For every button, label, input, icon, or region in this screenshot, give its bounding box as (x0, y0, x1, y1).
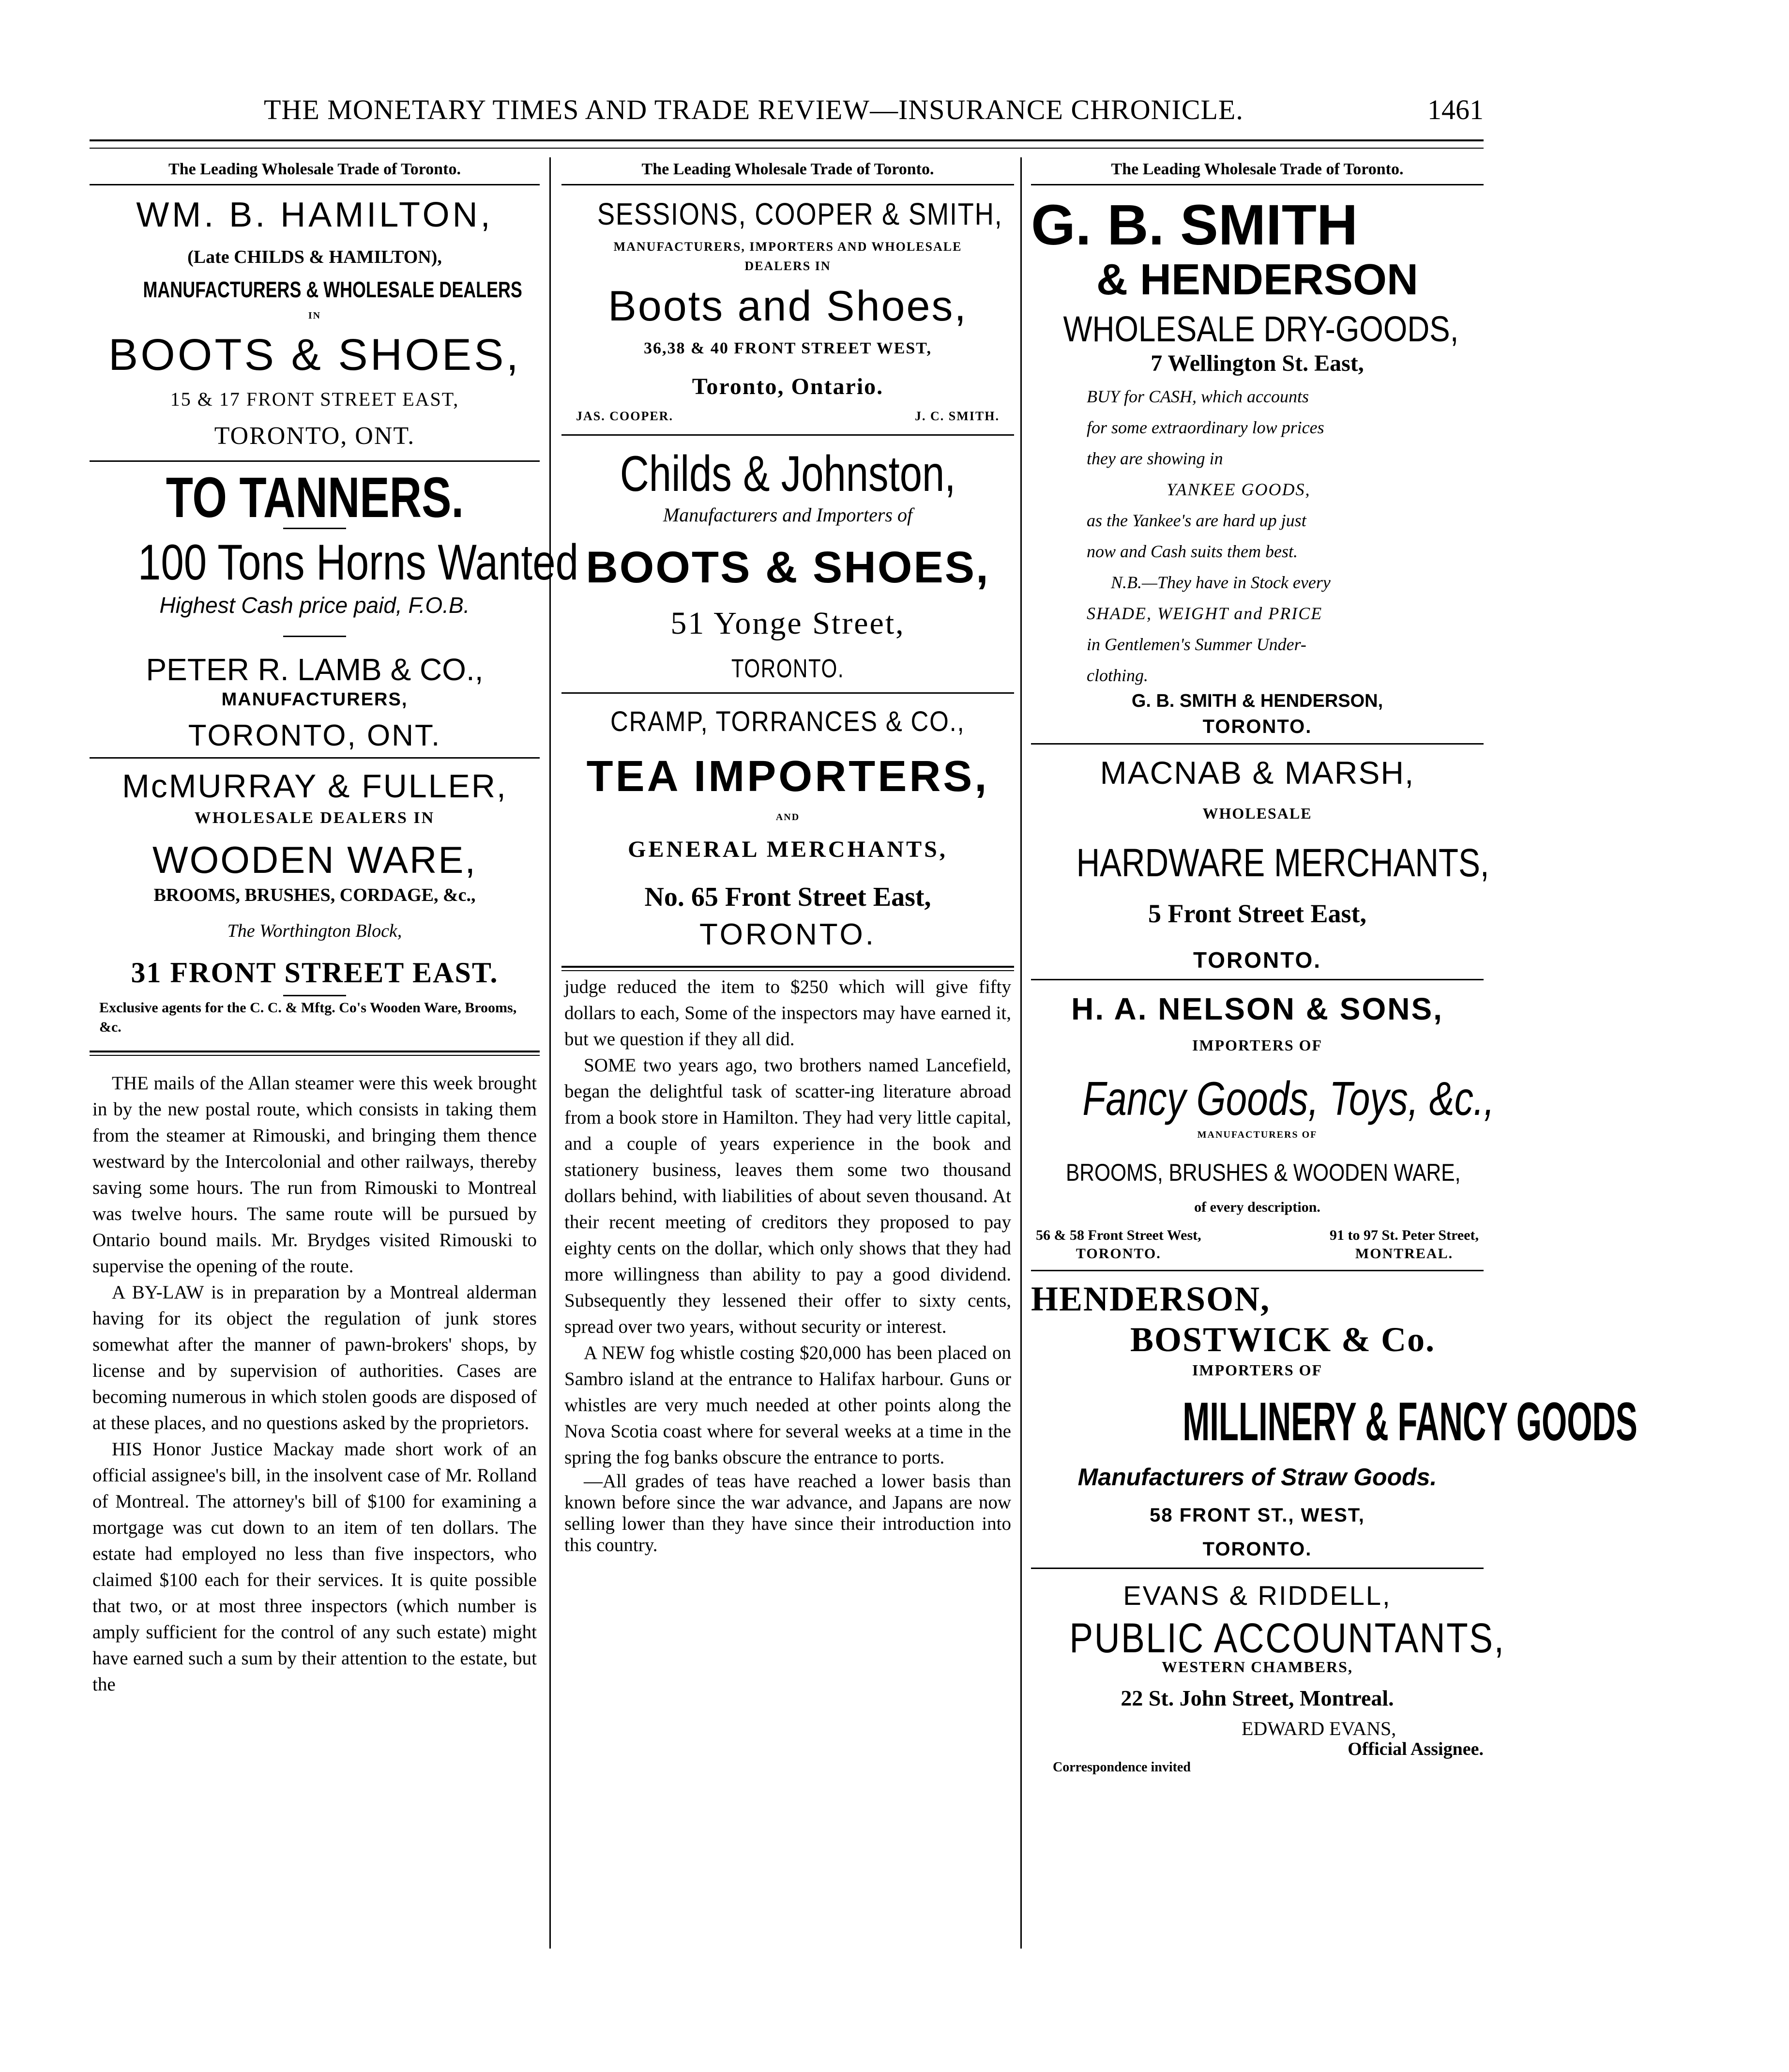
address-toronto: 56 & 58 Front Street West, (1036, 1227, 1201, 1243)
advert-goods: BOOTS & SHOES, (586, 543, 990, 592)
advert-goods: WOODEN WARE, (152, 838, 477, 881)
advert-city: TORONTO, ONT. (188, 719, 441, 752)
advert-nelson (1031, 980, 1495, 1263)
advert-line: MANUFACTURERS & WHOLESALE DEALERS (143, 277, 522, 302)
news-paragraph: A BY-LAW is in preparation by a Montreal alderman having for its object the regulation of junk stores somewhat after the manner of pawn-brokers' shops, by license and by supervision of authorities. Cases are becoming numerous in which stolen goods are disposed of at these places, and no questions asked by the proprietors. (92, 1282, 537, 1433)
column-3 (1031, 155, 1637, 1779)
advert-goods: Fancy Goods, Toys, &c., (1082, 1072, 1495, 1125)
advert-line: The Worthington Block, (227, 921, 402, 941)
news-paragraph: SOME two years ago, two brothers named Lancefield, began the delightful task of scatter-ing literature abroad from a book store in Hamilton. They had very little capital, and a couple of years experience in the book and stationery business, leaves them some two thousand dollars behind, with liabilities of about seven thousand. At their recent meeting of creditors they proposed to pay eighty cents on the dollar, which only shows that they had more willingness than ability to pay a good dividend. Subsequently they lessened their offer to sixty cents, spread over two years, without security or interest. (564, 1055, 1011, 1337)
advert-smith (1031, 185, 1484, 743)
advert-city: TORONTO. (699, 918, 876, 951)
divider (561, 966, 1014, 968)
city-toronto: TORONTO. (1076, 1246, 1161, 1262)
column-2 (561, 155, 1014, 1556)
column-divider-1 (549, 157, 551, 1949)
advert-evans (1031, 1569, 1505, 1779)
advert-line: now and Cash suits them best. (1087, 542, 1298, 561)
advert-line: Official Assignee. (1348, 1739, 1484, 1759)
news-paragraph: A NEW fog whistle costing $20,000 has been placed on Sambro island at the entrance to Halifax harbour. Guns or whistles are very much needed at other points along the Nova Scotia coast where for several weeks at a time in the spring the fog banks obscure the entrance to ports. (564, 1342, 1011, 1468)
advert-city: TORONTO, ONT. (214, 422, 415, 450)
advert-line: MANUFACTURERS, IMPORTERS AND WHOLESALE (613, 240, 962, 254)
advert-firm-name: H. A. NELSON & SONS, (1071, 991, 1443, 1026)
column-heading: The Leading Wholesale Trade of Toronto. (1111, 160, 1404, 178)
advert-firm-name: HENDERSON, (1031, 1280, 1271, 1318)
advert-line: IMPORTERS OF (1192, 1036, 1323, 1054)
news-column-2 (561, 974, 1014, 1556)
news-column-1 (90, 1070, 540, 1698)
advert-firm-name: PETER R. LAMB & CO., (146, 652, 484, 687)
advert-address: 5 Front Street East, (1148, 899, 1366, 928)
advert-line: BROOMS, BRUSHES, CORDAGE, &c., (153, 885, 476, 905)
dash-rule (283, 636, 346, 637)
advert-line: WHOLESALE (1202, 805, 1312, 822)
advert-line: Manufacturers and Importers of (663, 504, 913, 526)
city-montreal: MONTREAL. (1355, 1246, 1454, 1262)
advert-signature: G. B. SMITH & HENDERSON, (1131, 691, 1383, 711)
advert-city: TORONTO. (731, 654, 845, 683)
advert-goods: BOOTS & SHOES, (108, 330, 521, 380)
advert-address: 7 Wellington St. East, (1151, 350, 1364, 376)
page-number: 1461 (1427, 94, 1484, 125)
advert-goods: HARDWARE MERCHANTS, (1076, 841, 1489, 885)
advert-line: WESTERN CHAMBERS, (1162, 1658, 1353, 1676)
partner-name: J. C. SMITH. (915, 409, 1000, 423)
advert-macnab (1031, 745, 1489, 979)
advert-mcmurray (90, 759, 540, 1037)
advert-person: EDWARD EVANS, (1242, 1718, 1396, 1739)
advert-line: for some extraordinary low prices (1087, 418, 1324, 437)
partner-name: JAS. COOPER. (576, 409, 673, 423)
advert-line: (Late CHILDS & HAMILTON), (187, 247, 442, 267)
advert-firm-name: CRAMP, TORRANCES & CO., (610, 706, 965, 737)
column-heading: The Leading Wholesale Trade of Toronto. (641, 160, 934, 178)
advert-line: they are showing in (1087, 449, 1223, 468)
advert-firm-name: WM. B. HAMILTON, (136, 196, 493, 234)
advert-line: YANKEE GOODS, (1167, 480, 1311, 499)
advert-line: IMPORTERS OF (1192, 1361, 1323, 1379)
advert-firm-name: EVANS & RIDDELL, (1123, 1580, 1392, 1611)
advert-line: BUY for CASH, which accounts (1087, 387, 1309, 406)
advert-city: TORONTO. (1193, 947, 1322, 973)
news-paragraph: THE mails of the Allan steamer were this week brought in by the new postal route, which consists in taking them from the steamer at Rimouski, and bringing them thence westward by the Intercolonial and other railways, thereby saving some hours. The run from Rimouski to Montreal was twelve hours. The same route will be pursued by Ontario bound mails. Mr. Brydges visited Rimouski to supervise the opening of the route. (92, 1073, 537, 1277)
advert-firm-name: McMURRAY & FULLER, (122, 768, 507, 805)
header-rule-top (90, 139, 1484, 141)
advert-goods: TEA IMPORTERS, (586, 752, 989, 801)
advert-address: 31 FRONT STREET EAST. (131, 957, 499, 989)
advert-line: MANUFACTURERS OF (1197, 1129, 1318, 1140)
advert-city: TORONTO. (1202, 716, 1312, 737)
advert-line: DEALERS IN (744, 259, 831, 273)
advert-address: 15 & 17 FRONT STREET EAST, (170, 388, 459, 410)
column-heading: The Leading Wholesale Trade of Toronto. (168, 160, 461, 178)
advert-address: 22 St. John Street, Montreal. (1121, 1686, 1394, 1710)
advert-goods: PUBLIC ACCOUNTANTS, (1069, 1615, 1505, 1661)
advert-line: clothing. (1087, 666, 1148, 685)
advert-note: Correspondence invited (1053, 1760, 1191, 1775)
news-paragraph: judge reduced the item to $250 which will give fifty dollars to each, Some of the inspectors may have earned it, but we question if they all did. (564, 976, 1011, 1050)
advert-line: SHADE, WEIGHT and PRICE (1087, 604, 1323, 623)
advert-line: N.B.—They have in Stock every (1111, 573, 1331, 592)
advert-line: Highest Cash price paid, F.O.B. (159, 593, 470, 618)
advert-line: of every description. (1194, 1199, 1320, 1215)
advert-note: Exclusive agents for the C. C. & Mftg. Co's Wooden Ware, Brooms, &c. (99, 1000, 517, 1035)
advert-cramp (561, 694, 1014, 961)
advert-line: BROOMS, BRUSHES & WOODEN WARE, (1065, 1159, 1461, 1186)
advert-address: 58 FRONT ST., WEST, (1150, 1505, 1365, 1526)
advert-line: GENERAL MERCHANTS, (628, 837, 948, 862)
advert-address: No. 65 Front Street East, (644, 882, 931, 912)
advert-city: TORONTO. (1202, 1539, 1312, 1560)
news-paragraph: HIS Honor Justice Mackay made short work of an official assignee's bill, in the insolvent case of Mr. Rolland of Montreal. The attorney's bill of $100 for examining a mortgage was cut down to an item of ten dollars. The estate had employed no less than five inspectors, who claimed $100 each for their services. It is quite possible that two, or at most three inspectors (which number is amply sufficient for the control of any such estate) might have earned such a sum by their attention to the estate, but the (92, 1439, 537, 1695)
advert-title: TO TANNERS. (166, 466, 464, 530)
header-rule-bottom (90, 148, 1484, 149)
advert-partners (561, 409, 1014, 434)
advert-line: IN (308, 310, 321, 321)
advert-city: Toronto, Ontario. (692, 374, 884, 399)
advert-tanners (90, 462, 579, 757)
advert-goods: Boots and Shoes, (608, 282, 968, 330)
advert-goods: MILLINERY & FANCY GOODS (1183, 1391, 1637, 1452)
advert-childs (561, 436, 1014, 692)
advert-firm-name: Childs & Johnston, (620, 446, 956, 502)
advert-firm-name: MACNAB & MARSH, (1100, 755, 1415, 791)
divider (90, 1051, 540, 1052)
column-divider-2 (1020, 157, 1022, 1949)
advert-goods: WHOLESALE DRY-GOODS, (1063, 309, 1459, 349)
divider (561, 970, 1014, 971)
advert-line: AND (775, 812, 800, 823)
advert-line: WHOLESALE DEALERS IN (194, 809, 435, 827)
advert-line: as the Yankee's are hard up just (1087, 511, 1306, 530)
advert-firm-name: SESSIONS, COOPER & SMITH, (597, 197, 1003, 231)
advert-address: 51 Yonge Street, (670, 606, 905, 641)
advert-line: Manufacturers of Straw Goods. (1077, 1463, 1437, 1491)
news-paragraph: —All grades of teas have reached a lower basis than known before since the war advance, and Japans are now selling lower than they have since their introduction into this country. (564, 1471, 1011, 1555)
advert-henderson (1031, 1271, 1637, 1568)
advert-locations (1031, 1226, 1484, 1263)
advert-hamilton (90, 185, 540, 460)
advert-address: 36,38 & 40 FRONT STREET WEST, (644, 339, 932, 357)
journal-title: THE MONETARY TIMES AND TRADE REVIEW—INSURANCE CHRONICLE. (264, 94, 1243, 125)
advert-copy (1031, 381, 1484, 691)
advert-line: in Gentlemen's Summer Under- (1087, 635, 1306, 654)
advert-firm-name: G. B. SMITH (1031, 193, 1358, 257)
divider (90, 1055, 540, 1056)
dash-rule (283, 995, 346, 996)
address-montreal: 91 to 97 St. Peter Street, (1330, 1227, 1479, 1243)
running-header (90, 93, 1484, 127)
advert-headline: 100 Tons Horns Wanted (137, 534, 579, 591)
advert-line: MANUFACTURERS, (221, 689, 408, 710)
advert-firm-name: & HENDERSON (1096, 256, 1419, 304)
advert-sessions (561, 185, 1014, 434)
column-1 (90, 155, 579, 1698)
advert-firm-name: BOSTWICK & Co. (1130, 1320, 1436, 1359)
